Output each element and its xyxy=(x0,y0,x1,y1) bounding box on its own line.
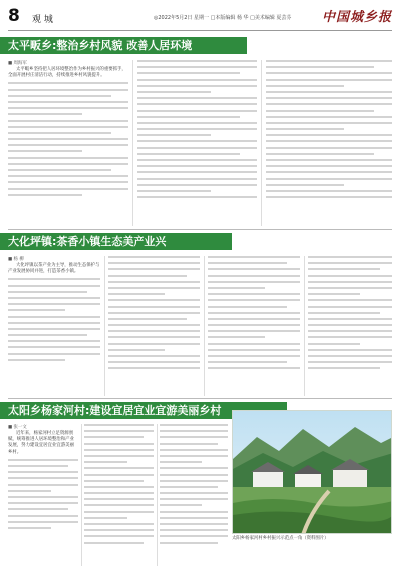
section-name: 观 城 xyxy=(32,15,53,25)
article-1-col-1 xyxy=(8,60,128,226)
headline-article-1: 太平畈乡:整治乡村风貌 改善人居环境 xyxy=(0,37,247,54)
article-2-col-1 xyxy=(8,256,100,396)
divider-2 xyxy=(8,398,392,399)
newspaper-logo: 中国城乡报 xyxy=(321,10,392,25)
article-1-byline: ■ 周海军 xyxy=(8,61,27,66)
page-number: 8 xyxy=(8,6,20,26)
headline-article-3: 太阳乡杨家河村:建设宜居宜业宜游美丽乡村 xyxy=(0,402,287,419)
article-2-col-2 xyxy=(108,256,200,396)
article-1-col-2 xyxy=(137,60,257,226)
article-3-col-1 xyxy=(8,424,78,566)
article-2-col-4 xyxy=(308,256,392,396)
article-3-lede: 近年来，杨家河村立足资源禀赋，统筹推进人居环境整治和产业发展，努力建设宜居宜业宜游美丽乡村。 xyxy=(8,431,74,455)
article-1-body xyxy=(8,60,392,226)
divider-1 xyxy=(8,229,392,230)
issue-info: ◎2022年5月2日 星期一 □本版编辑 杨 华 □美术编辑 夏芸芬 xyxy=(154,15,292,21)
article-1-col-3 xyxy=(266,60,392,226)
masthead-rule xyxy=(8,30,392,31)
masthead xyxy=(8,6,392,28)
article-3-col-2 xyxy=(84,424,154,566)
article-1-lede: 太平畈乡坚持把人居环境整治作为乡村振兴的重要抓手，全面开展村庄清洁行动，持续推进乡村风貌提升。 xyxy=(8,67,126,79)
article-3-col-3 xyxy=(160,424,228,566)
village-photo xyxy=(232,410,392,534)
headline-article-2: 大化坪镇:茶香小镇生态美产业兴 xyxy=(0,233,232,250)
article-2-lede: 大化坪镇以茶产业为主导，推动生态保护与产业发展协同并进，打造茶香小镇。 xyxy=(8,263,100,275)
photo-caption: 太阳乡杨家河村乡村振兴示范点一角（资料图片） xyxy=(232,536,329,541)
article-3-byline: ■ 张一文 xyxy=(8,425,27,430)
article-2-col-3 xyxy=(208,256,300,396)
article-2-byline: ■ 杨 柳 xyxy=(8,257,24,262)
article-2-body xyxy=(8,256,392,396)
